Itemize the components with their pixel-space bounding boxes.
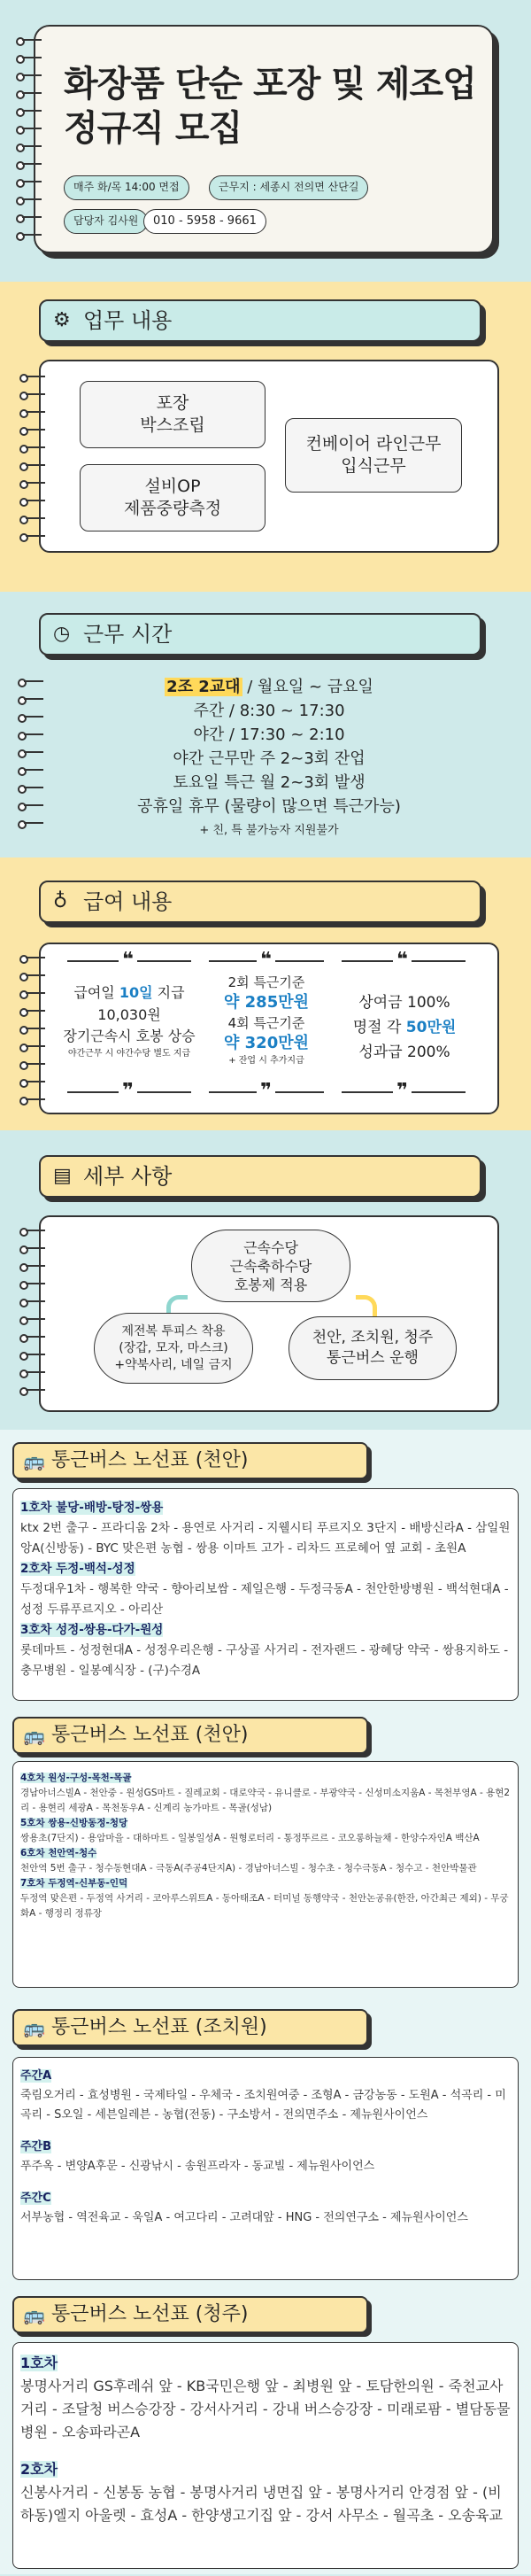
seniority-raise: 장기근속시 호봉 상승 [63, 1028, 196, 1044]
bus-cheonan-1-panel [12, 1488, 519, 1701]
spiral-binding [19, 1217, 46, 1410]
gear-icon: ⚙ [53, 309, 71, 331]
pay-panel [39, 943, 499, 1114]
uniform-cloud: 제전복 투피스 착용 (장갑, 모자, 마스크) +약북사리, 네일 금지 [94, 1313, 253, 1384]
route-item: 6호차 천안역-청수 천안역 5번 출구 - 청수동현대A - 극동A(주공4단지A) - 경남아너스빌 - 청수초 - 청수극동A - 청수고 - 천안박물관 [20, 1848, 477, 1874]
hours-section [0, 592, 531, 857]
interview-tag: 매주 화/목 14:00 면접 [64, 175, 189, 200]
salary-2-overtime: 약 285만원 [223, 993, 309, 1012]
route-item: 1호차 봉명사거리 GS후레쉬 앞 - KB국민은행 앞 - 최병원 앞 - 토담한의원 - 죽천교사거리 - 조달청 버스승강장 - 강서사거리 - 강내 버스승강장 - 미래로팜 - 별담동물병원 - 오송파라곤A [20, 2355, 511, 2440]
route-item: 1호차 불당-배방-탕정-쌍용 ktx 2번 출구 - 프라디움 2차 - 용연로 사거리 - 지웰시티 푸르지오 3단지 - 배방신라A - 삼일원앙A(신방동) - BYC 맞은편 농협 - 쌍용 이마트 고가 - 리차드 프로헤어 옆 교회 - 초원A [20, 1501, 511, 1556]
quote-close-icon: ❞ [393, 1082, 412, 1100]
details-panel [39, 1215, 499, 1412]
quote-close-icon: ❞ [119, 1082, 137, 1100]
page-title: 화장품 단순 포장 및 제조업 정규직 모집 [64, 64, 476, 149]
decor-arc [356, 1295, 377, 1316]
shuttle-cloud: 천안, 조치원, 청주 통근버스 운행 [289, 1316, 457, 1380]
location-tag: 근무지 : 세종시 전의면 산단길 [209, 175, 368, 200]
route-item: 주간A 죽림오거리 - 효성병원 - 국제타일 - 우체국 - 조치원여중 - 조형A - 금강농동 - 도원A - 석곡리 - 미곡리 - S오일 - 세븐일레븐 - 농협(전동) - 구소방서 - 전의면주소 - 제뉴원사이언스 [20, 2069, 506, 2122]
header-card [34, 25, 494, 253]
night-overtime: 야간 근무만 주 2~3회 잔업 [173, 749, 366, 768]
quote-open-icon: ❝ [257, 951, 275, 969]
route-item: 3호차 성정-쌍용-다가-원성 롯데마트 - 성정현대A - 성정우리은행 - 구상골 사거리 - 전자랜드 - 광혜당 약국 - 쌍용지하도 - 충무병원 - 일봉예식장 - (구)수경A [20, 1623, 509, 1678]
details-section [0, 1130, 531, 1430]
spiral-binding [16, 27, 42, 252]
route-item: 2호차 신봉사거리 - 신봉동 농협 - 봉명사거리 냉면집 앞 - 봉명사거리 안경점 앞 - (비하동)엘지 아울렛 - 효성A - 한양생고기집 앞 - 강서 사무소 - 월곡초 - 오송육교 [20, 2461, 503, 2524]
shift-line: 2조 2교대 / 월요일 ~ 금요일 [166, 678, 373, 696]
job-section [0, 282, 531, 592]
bus-cheonan-1-title: 🚌 통근버스 노선표 (천안) [12, 1442, 368, 1479]
route-item: 주간C 서부농협 - 역전육교 - 욱일A - 여고다리 - 고려대앞 - HNG - 전의연구소 - 제뉴원사이언스 [20, 2192, 468, 2224]
night-allowance: 야간근무 시 야간수당 별도 지급 [67, 1049, 191, 1059]
pay-left-col [58, 982, 200, 1061]
night-shift: 야간 / 17:30 ~ 2:10 [193, 725, 345, 744]
salary-4-overtime: 약 320만원 [223, 1034, 309, 1052]
bus-icon: 🚌 [23, 1450, 45, 1471]
bus-icon: 🚌 [23, 2017, 45, 2038]
bus-cheongju-panel [12, 2342, 519, 2569]
document-icon: ▤ [53, 1165, 72, 1187]
payday: 급여일 10일 지급 [73, 984, 185, 1001]
details-title-bar: ▤ 세부 사항 [39, 1155, 481, 1198]
bus-cheongju-section [0, 2291, 531, 2574]
route-item: 7호차 두정역-신부동-인덕 두정역 맞은편 - 두정역 사거리 - 코아루스위트A - 동아태조A - 터미널 동행약국 - 천안논공유(한잔, 아간최근 제외) - 무궁화A - 행정리 정류장 [20, 1878, 509, 1919]
bus-cheonan-1-section [0, 1430, 531, 1711]
bus-jochiwon-section [0, 1998, 531, 2291]
performance-bonus: 성과급 200% [358, 1044, 450, 1061]
spiral-binding [19, 361, 46, 551]
bus-cheonan-2-section [0, 1711, 531, 1998]
pay-right-col [338, 990, 471, 1065]
bus-icon: 🚌 [23, 2304, 45, 2325]
allowance-cloud: 근속수당 근속축하수당 호봉제 적용 [191, 1230, 350, 1302]
header-section [0, 0, 531, 282]
manager-tag: 담당자 김사원 [64, 209, 148, 234]
bus-jochiwon-panel [12, 2057, 519, 2280]
quote-close-icon: ❞ [257, 1082, 275, 1100]
hours-note: + 친, 특 불가능자 지원불가 [199, 824, 339, 837]
bus-jochiwon-title: 🚌 통근버스 노선표 (조치원) [12, 2009, 368, 2046]
job-title-bar: ⚙ 업무 내용 [39, 299, 481, 342]
route-item: 2호차 두정-백석-성정 두정대우1차 - 행복한 약국 - 향아리보쌈 - 제일은행 - 두정극동A - 천안한방병원 - 백석현대A - 성정 두류푸르지오 - 아리산 [20, 1562, 509, 1617]
job-box-conveyor: 컨베이어 라인근무 입식근무 [285, 418, 462, 493]
hourly-wage: 10,030원 [97, 1006, 161, 1023]
job-box-equipment: 설비OP 제품중량측정 [80, 464, 266, 531]
route-item: 4호차 원성-구성-목천-목골 경남아너스빌A - 천안중 - 원성GS마트 - 질레교회 - 대로약국 - 유니클로 - 부광약국 - 신성미소지움A - 목천부영A - 용현2리 - 용현리 세광A - 목천동우A - 신계리 농가마트 - 목골(성남) [20, 1773, 511, 1813]
bus-icon: 🚌 [23, 1725, 45, 1746]
spiral-binding [19, 944, 46, 1113]
hours-title-bar: ◷ 근무 시간 [39, 613, 481, 656]
pay-section [0, 857, 531, 1130]
money-bag-icon: ♁ [53, 890, 68, 912]
pay-title-bar: ♁ 급여 내용 [39, 881, 481, 923]
saturday-work: 토요일 특근 월 2~3회 발생 [173, 773, 366, 792]
job-panel [39, 360, 499, 553]
bus-cheonan-2-title: 🚌 통근버스 노선표 (천안) [12, 1717, 368, 1754]
hours-list [39, 675, 499, 842]
bonus: 상여금 100% [358, 994, 450, 1012]
bus-cheongju-title: 🚌 통근버스 노선표 (청주) [12, 2296, 368, 2333]
pay-mid-col: 2회 특근기준 약 285만원 4회 특근기준 약 320만원 + 잔업 시 추가지급 [200, 973, 333, 1068]
phone-number[interactable]: 010 - 5958 - 9661 [143, 209, 266, 234]
holiday-bonus: 명절 각 50만원 [352, 1019, 457, 1036]
route-item: 5호차 쌍용-신방동정-청당 쌍용초(7단지) - 용암마을 - 대하마트 - 일봉일성A - 원형로터리 - 통정뚜르르 - 코오롱하늘채 - 한양수자인A 백산A [20, 1818, 480, 1843]
holiday-info: 공휴일 휴무 (물량이 많으면 특근가능) [137, 797, 401, 816]
bus-cheonan-2-panel [12, 1761, 519, 1988]
clock-icon: ◷ [53, 623, 71, 645]
route-item: 주간B 푸주옥 - 변양A후문 - 신광낚시 - 송원프라자 - 동교빌 - 제뉴원사이언스 [20, 2140, 375, 2173]
day-shift: 주간 / 8:30 ~ 17:30 [193, 702, 345, 720]
quote-open-icon: ❝ [119, 951, 137, 969]
quote-open-icon: ❝ [393, 951, 412, 969]
job-box-packing: 포장 박스조립 [80, 381, 266, 448]
